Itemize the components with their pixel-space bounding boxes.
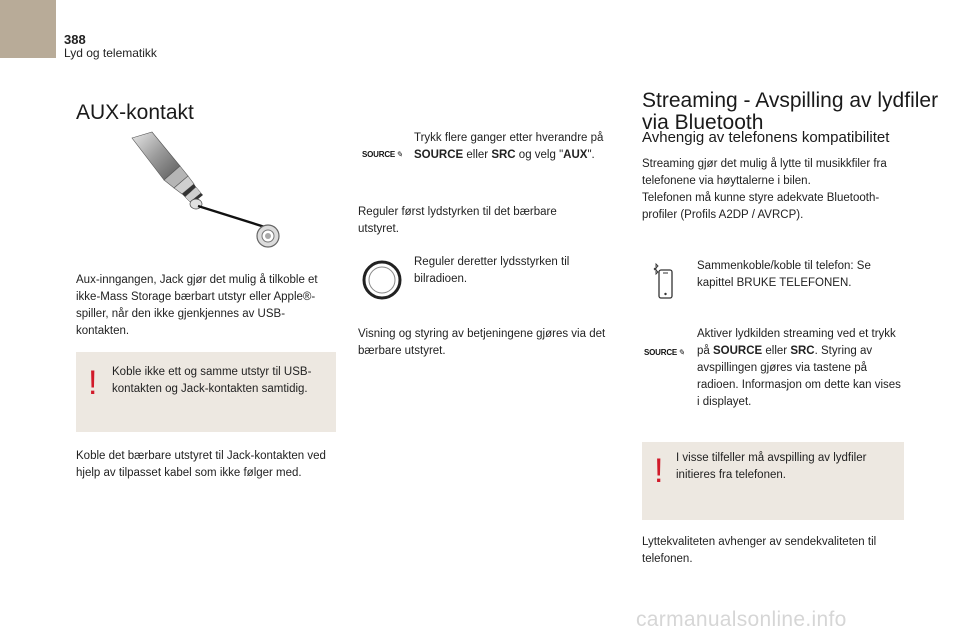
warning-icon: ! <box>88 364 98 402</box>
aux-control-paragraph: Visning og styring av betjeningene gjøres via det bærbare utstyret. <box>358 328 606 357</box>
streaming-subtitle: Avhengig av telefonens kompatibilitet <box>642 129 890 146</box>
watermark: carmanualsonline.info <box>636 608 847 631</box>
aux-volume-first-paragraph: Reguler først lydstyrken til det bærbare utstyret. <box>358 206 557 235</box>
aux-step-radio-volume: Reguler deretter lydsstyrken til bilradioen. <box>414 256 570 285</box>
jack-plug-illustration <box>130 128 290 258</box>
streaming-step-activate: Aktiver lydkilden streaming ved et trykk på SOURCE eller SRC. Styring av avspillingen gjøres via tastene på radioen. Informasjon om dette kan vises i displayet. <box>697 328 901 408</box>
streaming-step-pair-phone: Sammenkoble/koble til telefon: Se kapittel BRUKE TELEFONEN. <box>697 260 871 289</box>
warning-icon-streaming: ! <box>654 452 664 490</box>
aux-step-select-source: Trykk flere ganger etter hverandre på SOURCE eller SRC og velg "AUX". <box>414 132 604 161</box>
page-number: 388 <box>64 32 86 47</box>
section-title: Lyd og telematikk <box>64 46 157 60</box>
streaming-intro-paragraph: Streaming gjør det mulig å lytte til musikkfiler fra telefonene via høyttalerne i bilen. <box>642 158 887 187</box>
source-button-icon: SOURCE✎ <box>362 150 403 159</box>
warning-note-text: Koble ikke ett og samme utstyr til USB-kontakten og Jack-kontakten samtidig. <box>112 366 312 395</box>
streaming-quality-paragraph: Lyttekvaliteten avhenger av sendekvaliteten til telefonen. <box>642 536 877 565</box>
page-tab <box>0 0 56 58</box>
aux-intro-paragraph: Aux-inngangen, Jack gjør det mulig å tilkoble et ikke-Mass Storage bærbart utstyr eller Apple®-spiller, når den ikke gjenkjennes av USB-kontakten. <box>76 274 318 337</box>
aux-title: AUX-kontakt <box>76 101 194 124</box>
warning-note-streaming-text: I visse tilfeller må avspilling av lydfiler initieres fra telefonen. <box>676 452 867 481</box>
phone-icon <box>650 262 676 302</box>
warning-note-streaming <box>642 442 904 520</box>
streaming-title: Streaming - Avspilling av lydfiler via Bluetooth <box>642 89 939 134</box>
source-button-icon-streaming: SOURCE✎ <box>644 348 685 357</box>
volume-knob-icon <box>362 258 402 302</box>
streaming-profiles-paragraph: Telefonen må kunne styre adekvate Bluetooth-profiler (Profils A2DP / AVRCP). <box>642 192 880 221</box>
warning-note-usb <box>76 352 336 432</box>
aux-connect-paragraph: Koble det bærbare utstyret til Jack-kontakten ved hjelp av tilpasset kabel som ikke følger med. <box>76 450 326 479</box>
